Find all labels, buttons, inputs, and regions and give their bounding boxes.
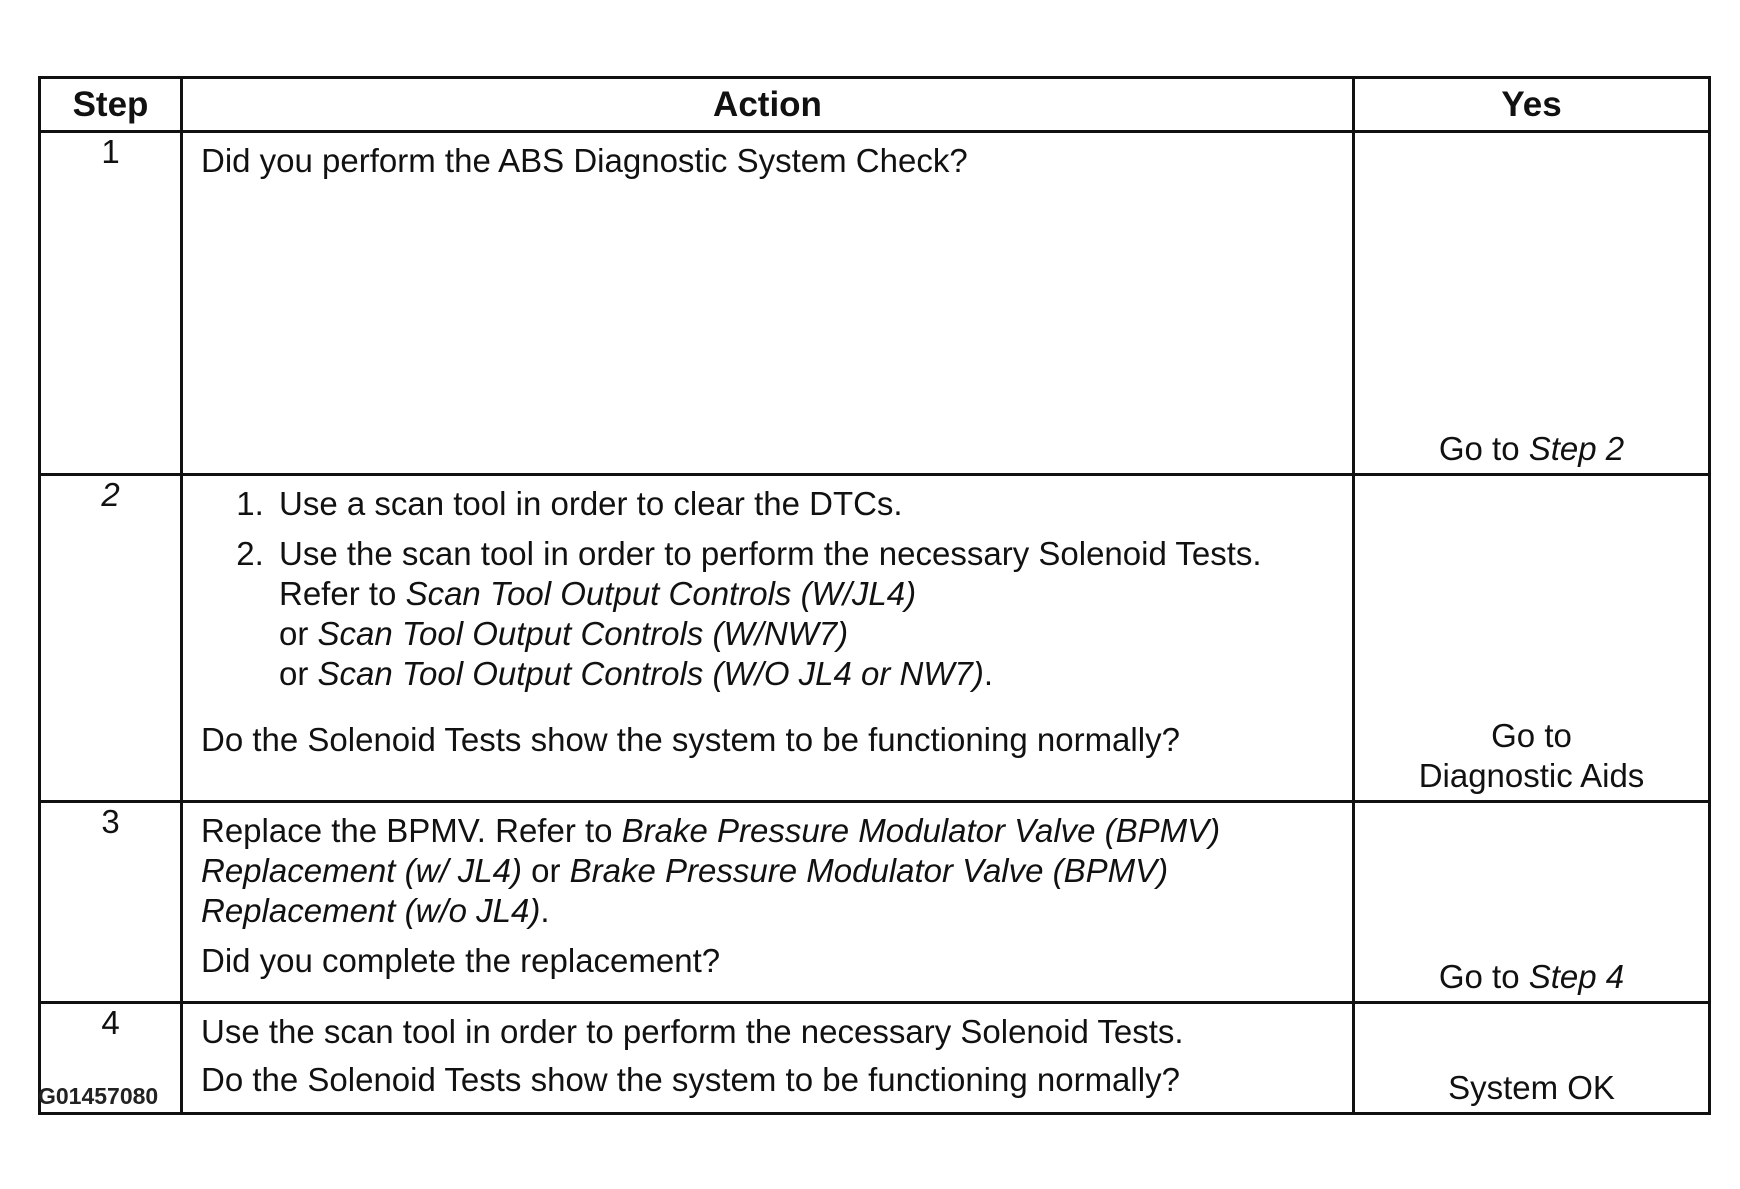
table-row: [40, 802, 1710, 1003]
step-link[interactable]: Step 4: [1528, 958, 1625, 995]
action-cell: [182, 475, 1354, 802]
yes-cell: [1354, 132, 1710, 475]
step-link[interactable]: Step 2: [1528, 430, 1625, 467]
table-row: [40, 132, 1710, 475]
yes-cell: System OK: [1354, 1003, 1710, 1114]
action-step-item: 1. Use a scan tool in order to clear the DTCs.: [273, 484, 1336, 524]
action-question: Did you complete the replacement?: [201, 942, 721, 979]
action-question: Did you perform the ABS Diagnostic System Check?: [201, 142, 968, 179]
action-step-item: [273, 534, 1336, 694]
yes-prefix: Go to: [1438, 958, 1529, 995]
table-row: [40, 475, 1710, 802]
yes-cell: [1354, 802, 1710, 1003]
action-step-text: Use the scan tool in order to perform the necessary Solenoid Tests. Refer to: [279, 535, 1262, 612]
diagnostic-aids-link[interactable]: Diagnostic Aids: [1418, 757, 1645, 794]
table-header-row: [40, 78, 1710, 132]
action-instruction: Use the scan tool in order to perform the necessary Solenoid Tests.: [201, 1013, 1184, 1050]
period: .: [540, 892, 550, 929]
period: .: [983, 655, 994, 692]
reference-link[interactable]: Scan Tool Output Controls (W/O JL4 or NW7): [317, 655, 984, 692]
table-row: [40, 1003, 1710, 1114]
step-number: 3: [40, 802, 182, 1003]
or-text: or: [521, 852, 570, 889]
reference-link[interactable]: Scan Tool Output Controls (W/JL4): [405, 575, 917, 612]
yes-cell: [1354, 475, 1710, 802]
header-yes: Yes: [1354, 78, 1710, 132]
action-cell: [182, 1003, 1354, 1114]
action-question: Do the Solenoid Tests show the system to be functioning normally?: [201, 1061, 1180, 1098]
or-text: or: [279, 655, 318, 692]
action-steps-list: [201, 484, 1336, 694]
diagnostic-table: [38, 76, 1711, 1115]
action-cell: [182, 802, 1354, 1003]
reference-link[interactable]: Brake Pressure Modulator Valve (BPMV) Replacement (w/o JL4): [201, 852, 1169, 929]
header-action: Action: [182, 78, 1354, 132]
action-text: [201, 811, 1336, 931]
header-step: Step: [40, 78, 182, 132]
yes-prefix: Go to: [1438, 430, 1529, 467]
step-number: 4: [40, 1003, 182, 1114]
action-question: Do the Solenoid Tests show the system to be functioning normally?: [201, 721, 1180, 758]
step-number-text: 2: [101, 476, 120, 513]
figure-id: G01457080: [38, 1083, 159, 1109]
action-cell: [182, 132, 1354, 475]
action-instruction: Replace the BPMV. Refer to: [201, 812, 622, 849]
reference-link[interactable]: Brake Pressure Modulator Valve (BPMV) Replacement (w/ JL4): [201, 812, 1221, 889]
reference-link[interactable]: Scan Tool Output Controls (W/NW7): [317, 615, 849, 652]
step-number: 1: [40, 132, 182, 475]
or-text: or: [279, 615, 318, 652]
yes-prefix: Go to: [1491, 717, 1572, 754]
step-number: [40, 475, 182, 802]
